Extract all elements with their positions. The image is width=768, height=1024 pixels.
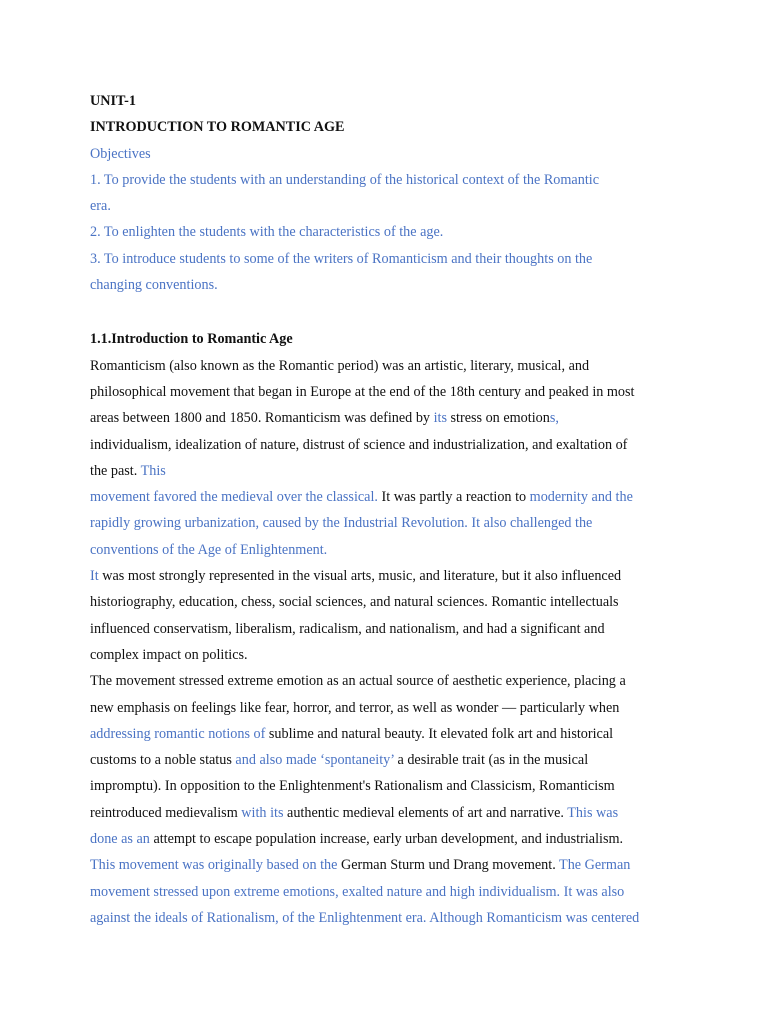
highlighted-text-run: its — [433, 410, 447, 427]
highlighted-text-run: movement favored the medieval over the classical. — [90, 489, 378, 506]
body-line — [90, 484, 690, 510]
text-run: authentic medieval elements of art and narrative. — [283, 804, 568, 821]
highlighted-text-run: It — [90, 568, 99, 585]
body-line — [90, 773, 690, 799]
text-run: The movement stressed extreme emotion as an actual source of aesthetic experience, placing a — [90, 673, 626, 690]
text-run: influenced conservatism, liberalism, radicalism, and nationalism, and had a significant and — [90, 620, 605, 637]
text-run: was most strongly represented in the visual arts, music, and literature, but it also influenced — [98, 568, 622, 585]
body-line — [90, 537, 690, 563]
body-line — [90, 800, 690, 826]
highlighted-text-run: The German — [559, 857, 631, 874]
highlighted-text-run: addressing romantic notions of — [90, 725, 266, 742]
text-run: philosophical movement that began in Europe at the end of the 18th century and peaked in most — [90, 383, 635, 400]
highlighted-text-run: This — [140, 462, 166, 479]
body-line — [90, 826, 690, 852]
highlighted-text-run: against the ideals of Rationalism, of the Enlightenment era. Although Romanticism was centered — [90, 909, 640, 926]
body-line — [90, 852, 690, 878]
objective-line: changing conventions. — [90, 277, 218, 294]
highlighted-text-run: done as an — [90, 831, 150, 848]
body-line — [90, 616, 690, 642]
text-run: It was partly a reaction to — [377, 489, 530, 506]
section-heading: 1.1.Introduction to Romantic Age — [90, 331, 293, 348]
body-line — [90, 695, 690, 721]
text-run: German Sturm und Drang movement. — [337, 857, 560, 874]
body-line — [90, 879, 690, 905]
body-line — [90, 458, 690, 484]
highlighted-text-run: modernity and the — [529, 489, 633, 506]
body-line — [90, 905, 690, 931]
text-run: a desirable trait (as in the musical — [393, 752, 589, 769]
text-run: the past. — [90, 462, 141, 479]
text-run: attempt to escape population increase, early urban development, and industrialism. — [149, 831, 624, 848]
page-title: INTRODUCTION TO ROMANTIC AGE — [90, 119, 345, 136]
body-line — [90, 432, 690, 458]
body-line — [90, 721, 690, 747]
highlighted-text-run: movement stressed upon extreme emotions, exalted nature and high individualism. It was also — [90, 883, 625, 900]
body-line — [90, 589, 690, 615]
text-run: historiography, education, chess, social sciences, and natural sciences. Romantic intellectuals — [90, 594, 619, 611]
text-run: customs to a noble status — [90, 752, 236, 769]
highlighted-text-run: and also made ‘spontaneity’ — [235, 752, 394, 769]
objective-line: 3. To introduce students to some of the writers of Romanticism and their thoughts on the — [90, 250, 593, 267]
text-run: individualism, idealization of nature, distrust of science and industrialization, and exaltation of — [90, 436, 628, 453]
body-line — [90, 353, 690, 379]
body-line — [90, 563, 690, 589]
text-run: new emphasis on feelings like fear, horror, and terror, as well as wonder — particularly when — [90, 699, 620, 716]
highlighted-text-run: with its — [241, 804, 284, 821]
body-line — [90, 668, 690, 694]
text-run: sublime and natural beauty. It elevated folk art and historical — [265, 725, 614, 742]
text-run: impromptu). In opposition to the Enlightenment's Rationalism and Classicism, Romanticism — [90, 778, 615, 795]
highlighted-text-run: conventions of the Age of Enlightenment. — [90, 541, 328, 558]
body-line — [90, 510, 690, 536]
body-line — [90, 379, 690, 405]
text-run: reintroduced medievalism — [90, 804, 242, 821]
text-run: complex impact on politics. — [90, 646, 248, 663]
section-spacer — [90, 298, 690, 326]
document-page — [90, 88, 690, 931]
highlighted-text-run: s, — [549, 410, 559, 427]
text-run: Romanticism (also known as the Romantic period) was an artistic, literary, musical, and — [90, 357, 590, 374]
highlighted-text-run: This movement was originally based on the — [90, 857, 338, 874]
text-run: stress on emotion — [446, 410, 550, 427]
objectives-list — [90, 167, 690, 298]
highlighted-text-run: rapidly growing urbanization, caused by the Industrial Revolution. It also challenged the — [90, 515, 593, 532]
objective-line: 2. To enlighten the students with the characteristics of the age. — [90, 224, 444, 241]
body-line — [90, 405, 690, 431]
objective-line: 1. To provide the students with an understanding of the historical context of the Romantic — [90, 171, 599, 188]
objectives-heading: Objectives — [90, 145, 151, 162]
text-run: areas between 1800 and 1850. Romanticism was defined by — [90, 410, 434, 427]
body-line — [90, 642, 690, 668]
body-line — [90, 747, 690, 773]
body-text — [90, 353, 690, 932]
objective-line: era. — [90, 198, 111, 215]
highlighted-text-run: This was — [567, 804, 619, 821]
unit-label: UNIT-1 — [90, 93, 136, 109]
